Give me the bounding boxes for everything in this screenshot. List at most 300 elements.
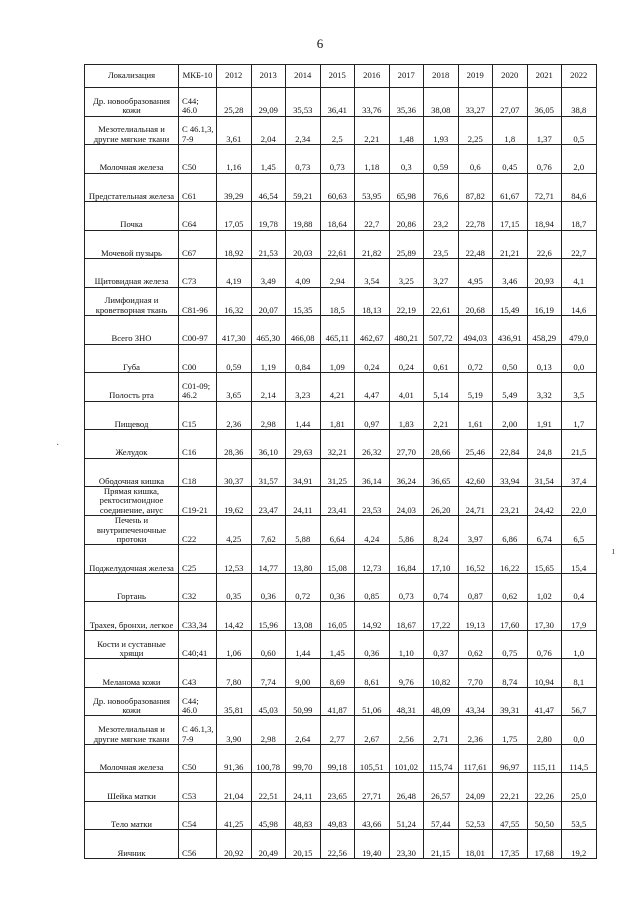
table-row [85,230,597,259]
rate-cell: 465,30 [251,316,286,345]
rate-cell: 466,08 [286,316,321,345]
rate-cell: 14,77 [251,545,286,574]
rate-cell: 0,73 [389,573,424,602]
rate-cell: 39,31 [493,687,528,716]
rate-cell: 27,71 [355,773,390,802]
rate-cell: 1,02 [527,573,562,602]
rate-cell: 479,0 [562,316,597,345]
rate-cell: 5,14 [424,373,459,402]
localization-cell: Тело матки [85,801,179,830]
table-row [85,88,597,117]
rate-cell: 13,80 [286,545,321,574]
rate-cell: 8,69 [320,659,355,688]
header-year: 2019 [458,65,493,88]
table-row [85,487,597,516]
rate-cell: 21,04 [217,773,252,802]
rate-cell: 36,10 [251,430,286,459]
icd-code-cell: C81-96 [179,287,217,316]
rate-cell: 53,95 [355,173,390,202]
rate-cell: 20,49 [251,830,286,859]
rate-cell: 23,21 [493,487,528,516]
rate-cell: 22,61 [424,287,459,316]
rate-cell: 12,53 [217,545,252,574]
localization-cell: Почка [85,202,179,231]
rate-cell: 8,74 [493,659,528,688]
table-row [85,259,597,288]
rate-cell: 42,60 [458,458,493,487]
table-row [85,773,597,802]
localization-cell: Мочевой пузырь [85,230,179,259]
rate-cell: 507,72 [424,316,459,345]
rate-cell: 16,32 [217,287,252,316]
localization-cell: Шейка матки [85,773,179,802]
rate-cell: 16,52 [458,545,493,574]
rate-cell: 41,25 [217,801,252,830]
header-year: 2022 [562,65,597,88]
margin-mark: ı [612,546,615,557]
rate-cell: 3,23 [286,373,321,402]
rate-cell: 36,41 [320,88,355,117]
icd-code-cell: C64 [179,202,217,231]
rate-cell: 22,21 [493,773,528,802]
rate-cell: 0,62 [458,630,493,659]
rate-cell: 458,29 [527,316,562,345]
rate-cell: 0,61 [424,344,459,373]
rate-cell: 2,98 [251,716,286,745]
rate-cell: 0,87 [458,573,493,602]
icd-code-cell: C00 [179,344,217,373]
table-row [85,830,597,859]
rate-cell: 29,09 [251,88,286,117]
rate-cell: 26,57 [424,773,459,802]
rate-cell: 84,6 [562,173,597,202]
rate-cell: 21,15 [424,830,459,859]
localization-cell: Др. новообразования кожи [85,88,179,117]
rate-cell: 2,14 [251,373,286,402]
header-year: 2012 [217,65,252,88]
icd-code-cell: C19-21 [179,487,217,516]
rate-cell: 3,61 [217,116,252,145]
header-year: 2014 [286,65,321,88]
header-localization: Локализация [85,65,179,88]
rate-cell: 2,21 [424,401,459,430]
rate-cell: 48,83 [286,801,321,830]
rate-cell: 39,29 [217,173,252,202]
rate-cell: 56,7 [562,687,597,716]
rate-cell: 0,73 [320,145,355,174]
rate-cell: 27,70 [389,430,424,459]
rate-cell: 1,48 [389,116,424,145]
rate-cell: 35,36 [389,88,424,117]
rate-cell: 48,31 [389,687,424,716]
localization-cell: Мезотелиальная и другие мягкие ткани [85,716,179,745]
rate-cell: 1,44 [286,630,321,659]
rate-cell: 1,45 [251,145,286,174]
rate-cell: 17,60 [493,602,528,631]
rate-cell: 115,74 [424,744,459,773]
rate-cell: 1,44 [286,401,321,430]
rate-cell: 5,86 [389,516,424,545]
rate-cell: 3,97 [458,516,493,545]
localization-cell: Пищевод [85,401,179,430]
rate-cell: 59,21 [286,173,321,202]
rate-cell: 20,68 [458,287,493,316]
table-row [85,687,597,716]
rate-cell: 36,65 [424,458,459,487]
rate-cell: 22,7 [562,230,597,259]
incidence-table-container [84,64,596,859]
rate-cell: 2,0 [562,145,597,174]
rate-cell: 2,67 [355,716,390,745]
rate-cell: 19,13 [458,602,493,631]
rate-cell: 2,36 [217,401,252,430]
table-row [85,202,597,231]
rate-cell: 105,51 [355,744,390,773]
rate-cell: 35,81 [217,687,252,716]
table-row [85,573,597,602]
rate-cell: 19,88 [286,202,321,231]
rate-cell: 72,71 [527,173,562,202]
localization-cell: Лимфоидная и кроветворная ткань [85,287,179,316]
rate-cell: 2,34 [286,116,321,145]
rate-cell: 23,30 [389,830,424,859]
rate-cell: 2,56 [389,716,424,745]
rate-cell: 19,78 [251,202,286,231]
table-row [85,630,597,659]
rate-cell: 1,91 [527,401,562,430]
rate-cell: 0,37 [424,630,459,659]
icd-code-cell: C18 [179,458,217,487]
rate-cell: 20,93 [527,259,562,288]
rate-cell: 24,09 [458,773,493,802]
header-icd10: МКБ-10 [179,65,217,88]
rate-cell: 57,44 [424,801,459,830]
icd-code-cell: C33,34 [179,602,217,631]
rate-cell: 33,76 [355,88,390,117]
rate-cell: 0,13 [527,344,562,373]
table-row [85,458,597,487]
rate-cell: 465,11 [320,316,355,345]
table-body [85,88,597,859]
rate-cell: 101,02 [389,744,424,773]
rate-cell: 29,63 [286,430,321,459]
rate-cell: 3,25 [389,259,424,288]
rate-cell: 24,11 [286,773,321,802]
icd-code-cell: C44; 46.0 [179,88,217,117]
rate-cell: 31,57 [251,458,286,487]
rate-cell: 35,53 [286,88,321,117]
rate-cell: 20,15 [286,830,321,859]
rate-cell: 21,5 [562,430,597,459]
header-year: 2017 [389,65,424,88]
table-row [85,602,597,631]
header-year: 2020 [493,65,528,88]
rate-cell: 1,81 [320,401,355,430]
icd-code-cell: C 46.1,3, 7-9 [179,716,217,745]
rate-cell: 23,5 [424,230,459,259]
table-row [85,430,597,459]
localization-cell: Всего ЗНО [85,316,179,345]
rate-cell: 0,73 [286,145,321,174]
rate-cell: 3,65 [217,373,252,402]
rate-cell: 6,86 [493,516,528,545]
rate-cell: 115,11 [527,744,562,773]
icd-code-cell: C15 [179,401,217,430]
rate-cell: 12,73 [355,545,390,574]
rate-cell: 18,01 [458,830,493,859]
rate-cell: 45,03 [251,687,286,716]
header-year: 2013 [251,65,286,88]
icd-code-cell: C73 [179,259,217,288]
rate-cell: 17,10 [424,545,459,574]
rate-cell: 0,36 [320,573,355,602]
rate-cell: 2,77 [320,716,355,745]
table-row [85,516,597,545]
rate-cell: 60,63 [320,173,355,202]
table-row [85,145,597,174]
rate-cell: 15,4 [562,545,597,574]
table-row [85,545,597,574]
rate-cell: 14,6 [562,287,597,316]
rate-cell: 1,93 [424,116,459,145]
rate-cell: 2,04 [251,116,286,145]
table-row [85,801,597,830]
rate-cell: 25,46 [458,430,493,459]
rate-cell: 7,74 [251,659,286,688]
rate-cell: 0,35 [217,573,252,602]
rate-cell: 22,7 [355,202,390,231]
localization-cell: Желудок [85,430,179,459]
rate-cell: 1,19 [251,344,286,373]
rate-cell: 8,24 [424,516,459,545]
rate-cell: 0,6 [458,145,493,174]
icd-code-cell: C 46.1,3, 7-9 [179,116,217,145]
rate-cell: 17,05 [217,202,252,231]
rate-cell: 26,32 [355,430,390,459]
rate-cell: 21,53 [251,230,286,259]
rate-cell: 2,00 [493,401,528,430]
rate-cell: 0,0 [562,344,597,373]
rate-cell: 2,25 [458,116,493,145]
localization-cell: Молочная железа [85,145,179,174]
rate-cell: 3,46 [493,259,528,288]
rate-cell: 18,94 [527,202,562,231]
page-number: 6 [316,36,324,51]
rate-cell: 1,10 [389,630,424,659]
rate-cell: 17,15 [493,202,528,231]
icd-code-cell: C54 [179,801,217,830]
rate-cell: 2,71 [424,716,459,745]
rate-cell: 46,54 [251,173,286,202]
rate-cell: 22,84 [493,430,528,459]
rate-cell: 0,24 [389,344,424,373]
rate-cell: 17,35 [493,830,528,859]
rate-cell: 26,20 [424,487,459,516]
table-row [85,659,597,688]
localization-cell: Щитовидная железа [85,259,179,288]
rate-cell: 16,84 [389,545,424,574]
rate-cell: 18,5 [320,287,355,316]
rate-cell: 0,45 [493,145,528,174]
icd-code-cell: C22 [179,516,217,545]
rate-cell: 22,19 [389,287,424,316]
rate-cell: 4,21 [320,373,355,402]
rate-cell: 1,8 [493,116,528,145]
icd-code-cell: C44; 46.0 [179,687,217,716]
rate-cell: 18,64 [320,202,355,231]
rate-cell: 51,24 [389,801,424,830]
rate-cell: 22,6 [527,230,562,259]
rate-cell: 36,05 [527,88,562,117]
table-row [85,287,597,316]
rate-cell: 33,94 [493,458,528,487]
rate-cell: 24,8 [527,430,562,459]
table-row [85,116,597,145]
rate-cell: 0,76 [527,145,562,174]
rate-cell: 13,08 [286,602,321,631]
rate-cell: 0,74 [424,573,459,602]
rate-cell: 100,78 [251,744,286,773]
rate-cell: 7,80 [217,659,252,688]
rate-cell: 20,03 [286,230,321,259]
rate-cell: 27,07 [493,88,528,117]
rate-cell: 3,49 [251,259,286,288]
rate-cell: 17,22 [424,602,459,631]
rate-cell: 50,50 [527,801,562,830]
rate-cell: 25,89 [389,230,424,259]
localization-cell: Кости и суставные хрящи [85,630,179,659]
rate-cell: 18,13 [355,287,390,316]
rate-cell: 1,45 [320,630,355,659]
rate-cell: 5,49 [493,373,528,402]
rate-cell: 91,36 [217,744,252,773]
localization-cell: Гортань [85,573,179,602]
rate-cell: 10,94 [527,659,562,688]
rate-cell: 37,4 [562,458,597,487]
icd-code-cell: C00-97 [179,316,217,345]
rate-cell: 2,36 [458,716,493,745]
rate-cell: 21,21 [493,230,528,259]
rate-cell: 15,49 [493,287,528,316]
rate-cell: 19,62 [217,487,252,516]
localization-cell: Молочная железа [85,744,179,773]
rate-cell: 65,98 [389,173,424,202]
table-row [85,316,597,345]
rate-cell: 436,91 [493,316,528,345]
rate-cell: 16,05 [320,602,355,631]
rate-cell: 31,54 [527,458,562,487]
table-row [85,173,597,202]
rate-cell: 23,53 [355,487,390,516]
rate-cell: 23,41 [320,487,355,516]
rate-cell: 18,67 [389,602,424,631]
table-row [85,744,597,773]
localization-cell: Трахея, бронхи, легкое [85,602,179,631]
icd-code-cell: C50 [179,744,217,773]
rate-cell: 0,72 [286,573,321,602]
icd-code-cell: C16 [179,430,217,459]
rate-cell: 34,91 [286,458,321,487]
icd-code-cell: C67 [179,230,217,259]
rate-cell: 4,01 [389,373,424,402]
rate-cell: 49,83 [320,801,355,830]
rate-cell: 24,42 [527,487,562,516]
icd-code-cell: C61 [179,173,217,202]
rate-cell: 417,30 [217,316,252,345]
margin-mark: · [56,440,60,451]
rate-cell: 28,36 [217,430,252,459]
header-year: 2021 [527,65,562,88]
rate-cell: 43,34 [458,687,493,716]
rate-cell: 8,61 [355,659,390,688]
rate-cell: 462,67 [355,316,390,345]
rate-cell: 36,24 [389,458,424,487]
rate-cell: 1,09 [320,344,355,373]
rate-cell: 0,60 [251,630,286,659]
localization-cell: Яичник [85,830,179,859]
rate-cell: 0,5 [562,116,597,145]
rate-cell: 17,30 [527,602,562,631]
rate-cell: 22,78 [458,202,493,231]
icd-code-cell: C01-09; 46.2 [179,373,217,402]
rate-cell: 4,1 [562,259,597,288]
rate-cell: 19,40 [355,830,390,859]
rate-cell: 22,51 [251,773,286,802]
incidence-table [84,64,597,859]
localization-cell: Губа [85,344,179,373]
rate-cell: 117,61 [458,744,493,773]
rate-cell: 31,25 [320,458,355,487]
rate-cell: 3,32 [527,373,562,402]
rate-cell: 6,74 [527,516,562,545]
rate-cell: 22,48 [458,230,493,259]
rate-cell: 20,07 [251,287,286,316]
icd-code-cell: C32 [179,573,217,602]
header-year: 2018 [424,65,459,88]
rate-cell: 20,92 [217,830,252,859]
rate-cell: 4,24 [355,516,390,545]
rate-cell: 0,76 [527,630,562,659]
rate-cell: 0,84 [286,344,321,373]
rate-cell: 15,96 [251,602,286,631]
rate-cell: 23,2 [424,202,459,231]
rate-cell: 24,71 [458,487,493,516]
icd-code-cell: C56 [179,830,217,859]
rate-cell: 0,75 [493,630,528,659]
rate-cell: 5,88 [286,516,321,545]
rate-cell: 28,66 [424,430,459,459]
rate-cell: 0,85 [355,573,390,602]
rate-cell: 0,24 [355,344,390,373]
table-header-row [85,65,597,88]
rate-cell: 5,19 [458,373,493,402]
table-row [85,716,597,745]
rate-cell: 22,26 [527,773,562,802]
rate-cell: 3,5 [562,373,597,402]
rate-cell: 16,19 [527,287,562,316]
localization-cell: Ободочная кишка [85,458,179,487]
rate-cell: 23,47 [251,487,286,516]
rate-cell: 1,06 [217,630,252,659]
rate-cell: 38,08 [424,88,459,117]
rate-cell: 3,27 [424,259,459,288]
rate-cell: 96,97 [493,744,528,773]
rate-cell: 15,65 [527,545,562,574]
rate-cell: 1,0 [562,630,597,659]
rate-cell: 15,35 [286,287,321,316]
table-row [85,344,597,373]
localization-cell: Меланома кожи [85,659,179,688]
